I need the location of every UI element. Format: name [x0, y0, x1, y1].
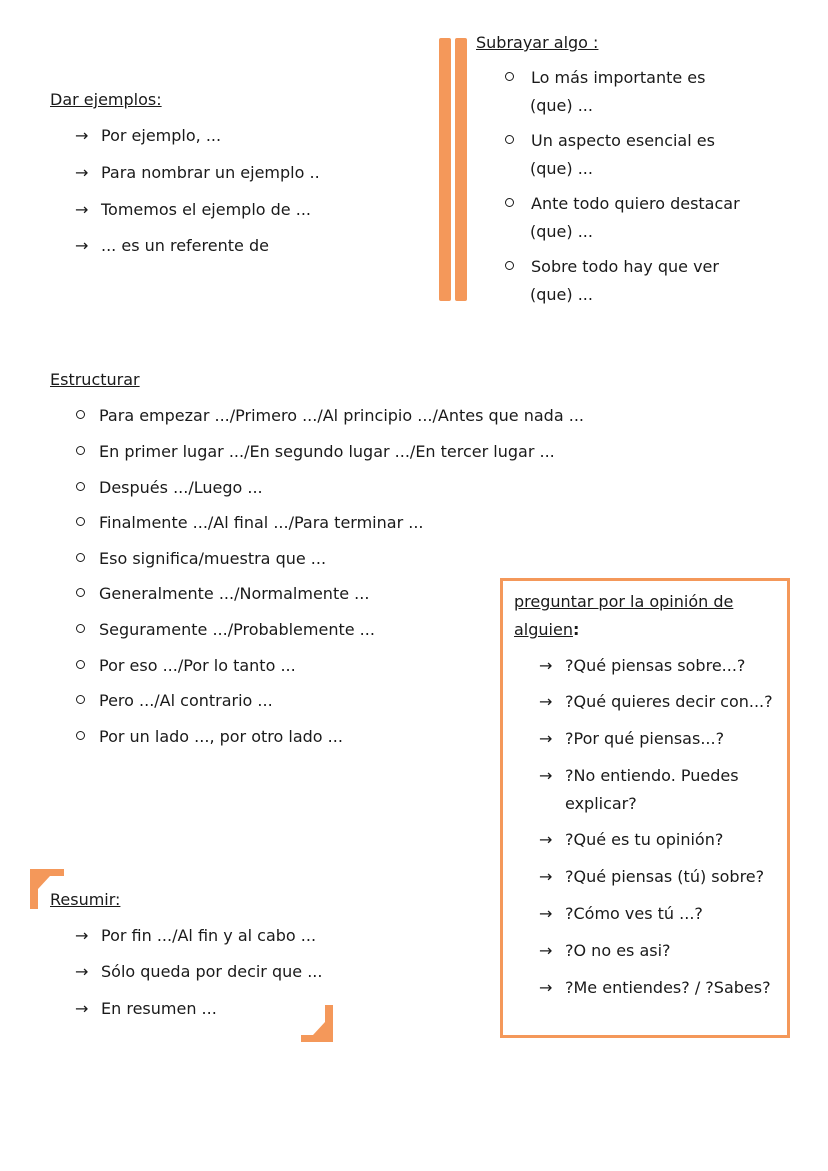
bullet-circle-icon [76, 624, 85, 633]
bullet-circle-icon [76, 553, 85, 562]
list-item: Sobre todo hay que ver [505, 257, 719, 277]
list-item: → Tomemos el ejemplo de ... [75, 200, 311, 219]
corner-shape-inner [38, 876, 50, 889]
subrayar-heading: Subrayar algo : [476, 33, 599, 52]
arrow-icon: → [539, 692, 553, 711]
bullet-circle-icon [505, 135, 514, 144]
arrow-icon: → [539, 830, 553, 849]
list-item-continuation: (que) ... [530, 222, 593, 241]
list-item: → ?Por qué piensas...? [539, 729, 725, 748]
list-item-continuation: (que) ... [530, 96, 593, 115]
list-item: Un aspecto esencial es [505, 131, 715, 151]
bullet-circle-icon [76, 588, 85, 597]
arrow-icon: → [539, 978, 553, 997]
bullet-circle-icon [505, 261, 514, 270]
list-item: Por un lado ..., por otro lado ... [76, 727, 343, 747]
opinion-heading: preguntar por la opinión de [514, 592, 734, 611]
arrow-icon: → [539, 904, 553, 923]
dar-ejemplos-heading: Dar ejemplos: [50, 90, 162, 109]
list-item: → ?Qué piensas sobre...? [539, 656, 746, 675]
list-item: → Por ejemplo, ... [75, 126, 222, 145]
estructurar-heading: Estructurar [50, 370, 140, 389]
list-item-continuation: (que) ... [530, 159, 593, 178]
arrow-icon: → [75, 926, 89, 945]
list-item: Para empezar .../Primero .../Al principio .../Antes que nada ... [76, 406, 584, 426]
list-item: En primer lugar .../En segundo lugar .../En tercer lugar ... [76, 442, 555, 462]
list-item: Por eso .../Por lo tanto ... [76, 656, 296, 676]
list-item: → ?No entiendo. Puedes [539, 766, 739, 785]
corner-shape-inner [313, 1022, 325, 1035]
list-item: Eso significa/muestra que ... [76, 549, 326, 569]
bullet-circle-icon [505, 198, 514, 207]
bullet-circle-icon [76, 660, 85, 669]
list-item: → Por fin .../Al fin y al cabo ... [75, 926, 317, 945]
list-item: Generalmente .../Normalmente ... [76, 584, 369, 604]
corner-shape [301, 1005, 333, 1042]
bullet-circle-icon [76, 446, 85, 455]
list-item: Después .../Luego ... [76, 478, 263, 498]
list-item: Seguramente .../Probablemente ... [76, 620, 375, 640]
corner-decoration-bottom-right [301, 1005, 333, 1042]
list-item-continuation: (que) ... [530, 285, 593, 304]
list-item: → ?Me entiendes? / ?Sabes? [539, 978, 771, 997]
list-item: → En resumen ... [75, 999, 217, 1018]
list-item: → ... es un referente de [75, 236, 269, 255]
arrow-icon: → [75, 236, 89, 255]
decorative-bar-right [455, 38, 467, 301]
list-item: → ?O no es asi? [539, 941, 671, 960]
bullet-circle-icon [76, 731, 85, 740]
opinion-heading-line2: alguien: [514, 620, 580, 639]
list-item: → Sólo queda por decir que ... [75, 962, 323, 981]
list-item: Ante todo quiero destacar [505, 194, 740, 214]
arrow-icon: → [75, 962, 89, 981]
opinion-box [500, 578, 790, 1038]
list-item: Finalmente .../Al final .../Para terminar ... [76, 513, 424, 533]
list-item: Lo más importante es [505, 68, 705, 88]
arrow-icon: → [75, 126, 89, 145]
arrow-icon: → [539, 766, 553, 785]
list-item: → Para nombrar un ejemplo .. [75, 163, 320, 182]
decorative-bar-left [439, 38, 451, 301]
arrow-icon: → [75, 999, 89, 1018]
list-item: → ?Qué es tu opinión? [539, 830, 724, 849]
arrow-icon: → [539, 729, 553, 748]
bullet-circle-icon [76, 695, 85, 704]
bullet-circle-icon [505, 72, 514, 81]
bullet-circle-icon [76, 482, 85, 491]
arrow-icon: → [75, 163, 89, 182]
bullet-circle-icon [76, 410, 85, 419]
arrow-icon: → [539, 941, 553, 960]
bullet-circle-icon [76, 517, 85, 526]
resumir-heading: Resumir: [50, 890, 121, 909]
list-item: → ?Qué piensas (tú) sobre? [539, 867, 765, 886]
list-item-continuation: explicar? [565, 794, 637, 813]
list-item: → ?Cómo ves tú ...? [539, 904, 703, 923]
list-item: → ?Qué quieres decir con...? [539, 692, 773, 711]
arrow-icon: → [75, 200, 89, 219]
list-item: Pero .../Al contrario ... [76, 691, 273, 711]
arrow-icon: → [539, 867, 553, 886]
arrow-icon: → [539, 656, 553, 675]
